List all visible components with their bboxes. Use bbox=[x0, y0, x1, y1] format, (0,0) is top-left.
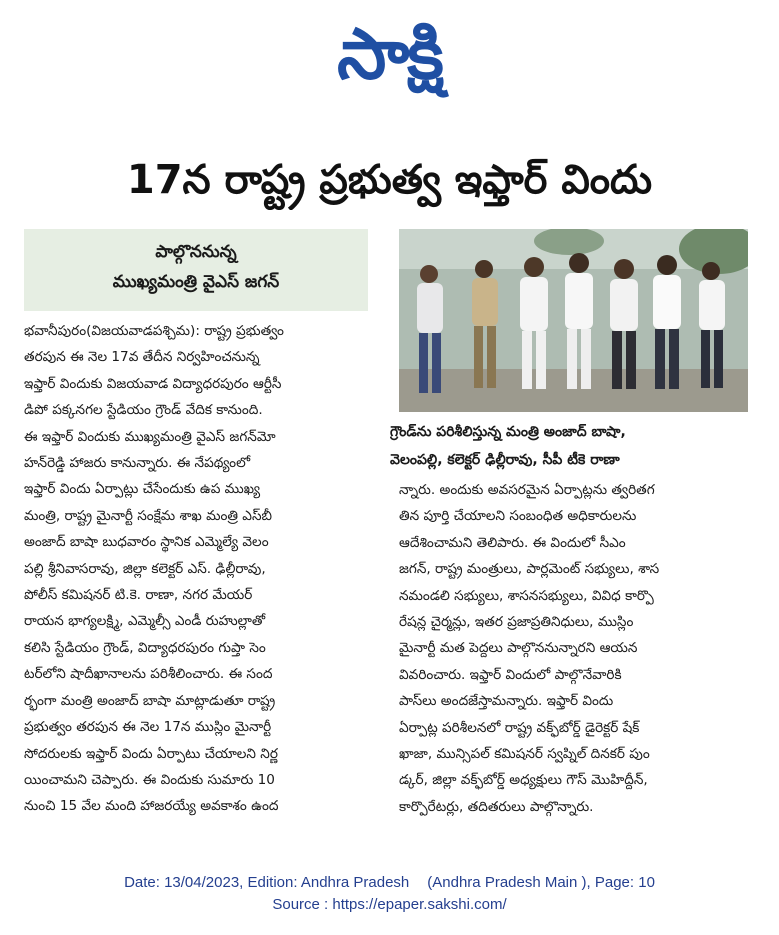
article-line: పాస్‌లు అందజేస్తామన్నారు. ఇఫ్తార్ విందు bbox=[399, 693, 614, 710]
article-line: అంజాద్ బాషా బుధవారం స్థానిక ఎమ్మెల్యే వెలం bbox=[24, 534, 269, 551]
caption-line-1: గ్రౌండ్‌ను పరిశీలిస్తున్న మంత్రి అంజాద్ బాషా, bbox=[390, 424, 626, 440]
article-line: డిపో పక్కనగల స్టేడియం గ్రౌండ్ వేదిక కానుంది. bbox=[24, 402, 263, 419]
article-line: రాయన భాగ్యలక్ష్మి, ఎమ్మెల్సీ ఎండీ రుహుల్లాతో bbox=[24, 613, 266, 630]
article-line: ర్భంగా మంత్రి అంజాద్ బాషా మాట్లాడుతూ రాష్ట్ర bbox=[24, 692, 276, 709]
subhead-box bbox=[24, 229, 368, 311]
article-line: ఇఫ్తార్ విందుకు విజయవాడ విద్యాధరపురం ఆర్టీసీ bbox=[24, 375, 282, 392]
footer-date-edition: Date: 13/04/2023, Edition: Andhra Pradesh bbox=[124, 874, 410, 891]
article-line: టర్‌లోని షాదీఖానాలను పరిశీలించారు. ఈ సంద bbox=[24, 666, 273, 683]
article-line: నుంచి 15 వేల మంది హాజరయ్యే అవకాశం ఉంద bbox=[24, 798, 279, 815]
news-photo bbox=[399, 229, 748, 412]
article-line: డ్కర్, జిల్లా వక్ఫ్‌బోర్డ్ అధ్యక్షులు గౌస్ మొహిద్దీన్, bbox=[399, 772, 648, 789]
caption-line-2: వెలంపల్లి, కలెక్టర్ ఢిల్లీరావు, సీపీ టీకె రాణా bbox=[390, 452, 620, 468]
article-line: తిన పూర్తి చేయాలని సంబంధిత అధికారులను bbox=[399, 508, 637, 525]
photo-caption bbox=[390, 418, 757, 474]
article-line: మంత్రి, రాష్ట్ర మైనార్టీ సంక్షేమ శాఖ మంత్రి ఎస్‌బీ bbox=[24, 507, 272, 524]
footer-date-line bbox=[0, 872, 779, 894]
article-line: కార్పొరేటర్లు, తదితరులు పాల్గొన్నారు. bbox=[399, 798, 594, 815]
article-line: ఖాజా, మున్సిపల్ కమిషనర్ స్వప్నిల్ దినకర్ పుం bbox=[399, 746, 650, 763]
article-line: వివరించారు. ఇఫ్తార్ విందులో పాల్గొనేవారికి bbox=[399, 666, 622, 683]
article-left-column bbox=[24, 318, 371, 820]
footer-page-info: (Andhra Pradesh Main ), Page: 10 bbox=[427, 874, 655, 891]
article-line: ప్రభుత్వం తరపున ఈ నెల 17న ముస్లిం మైనార్టీ bbox=[24, 719, 272, 736]
article-line: తరపున ఈ నెల 17వ తేదీన నిర్వహించనున్న bbox=[24, 349, 260, 366]
article-line: కలిసి స్టేడియం గ్రౌండ్, విద్యాధరపురం గుప్తా సెం bbox=[24, 639, 266, 656]
article-right-column bbox=[399, 477, 751, 820]
article-line: ఈ ఇఫ్తార్ విందుకు ముఖ్యమంత్రి వైఎస్ జగన్‌మో bbox=[24, 428, 276, 445]
article-line: రేషన్ల చైర్మన్లు, ఇతర ప్రజాప్రతినిధులు, ముస్లిం bbox=[399, 614, 634, 631]
article-line: ఏర్పాట్ల పరిశీలనలో రాష్ట్ర వక్ఫ్‌బోర్డ్ డైరెక్టర్ షేక్ bbox=[399, 719, 640, 736]
footer-source[interactable]: Source : https://epaper.sakshi.com/ bbox=[272, 896, 507, 913]
article-line: సోదరులకు ఇఫ్తార్ విందు ఏర్పాటు చేయాలని నిర్ణ bbox=[24, 745, 278, 762]
article-line: పల్లి శ్రీనివాసరావు, జిల్లా కలెక్టర్ ఎస్. ఢిల్లీరావు, bbox=[24, 560, 266, 577]
masthead-logo bbox=[0, 10, 779, 98]
article-line: ఆదేశించామని తెలిపారు. ఈ విందులో సీఎం bbox=[399, 534, 626, 551]
article-line: యించామని చెప్పారు. ఈ విందుకు సుమారు 10 bbox=[24, 771, 275, 788]
footer bbox=[0, 872, 779, 916]
subhead-line-1: పాల్గొననున్న bbox=[155, 242, 237, 262]
article-line: నమండలి సభ్యులు, శాసనసభ్యులు, వివిధ కార్పొ bbox=[399, 587, 654, 604]
article-line: హన్‌రెడ్డి హాజరు కానున్నారు. ఈ నేపథ్యంలో bbox=[24, 455, 251, 472]
article-line: పోలీస్ కమిషనర్ టి.కె. రాణా, నగర మేయర్ bbox=[24, 587, 253, 604]
article-line: మైనార్టీ మత పెద్దలు పాల్గొననున్నారని ఆయన bbox=[399, 640, 638, 657]
article-line: జగన్, రాష్ట్ర మంత్రులు, పార్లమెంట్ సభ్యులు, శాస bbox=[399, 561, 660, 578]
headline: 17న రాష్ట్ర ప్రభుత్వ ఇఫ్తార్ విందు bbox=[126, 157, 653, 203]
subhead-line-2: ముఖ్యమంత్రి వైఎస్ జగన్ bbox=[112, 272, 280, 292]
article-line: భవానీపురం(విజయవాడపశ్చిమ): రాష్ట్ర ప్రభుత్వం bbox=[24, 323, 284, 339]
article-line: ఇఫ్తార్ విందు ఏర్పాట్లు చేసేందుకు ఉప ముఖ్య bbox=[24, 481, 261, 498]
article-line: న్నారు. అందుకు అవసరమైన ఏర్పాట్లను త్వరితగ bbox=[399, 482, 655, 498]
logo-text: సాక్షి bbox=[337, 13, 442, 95]
